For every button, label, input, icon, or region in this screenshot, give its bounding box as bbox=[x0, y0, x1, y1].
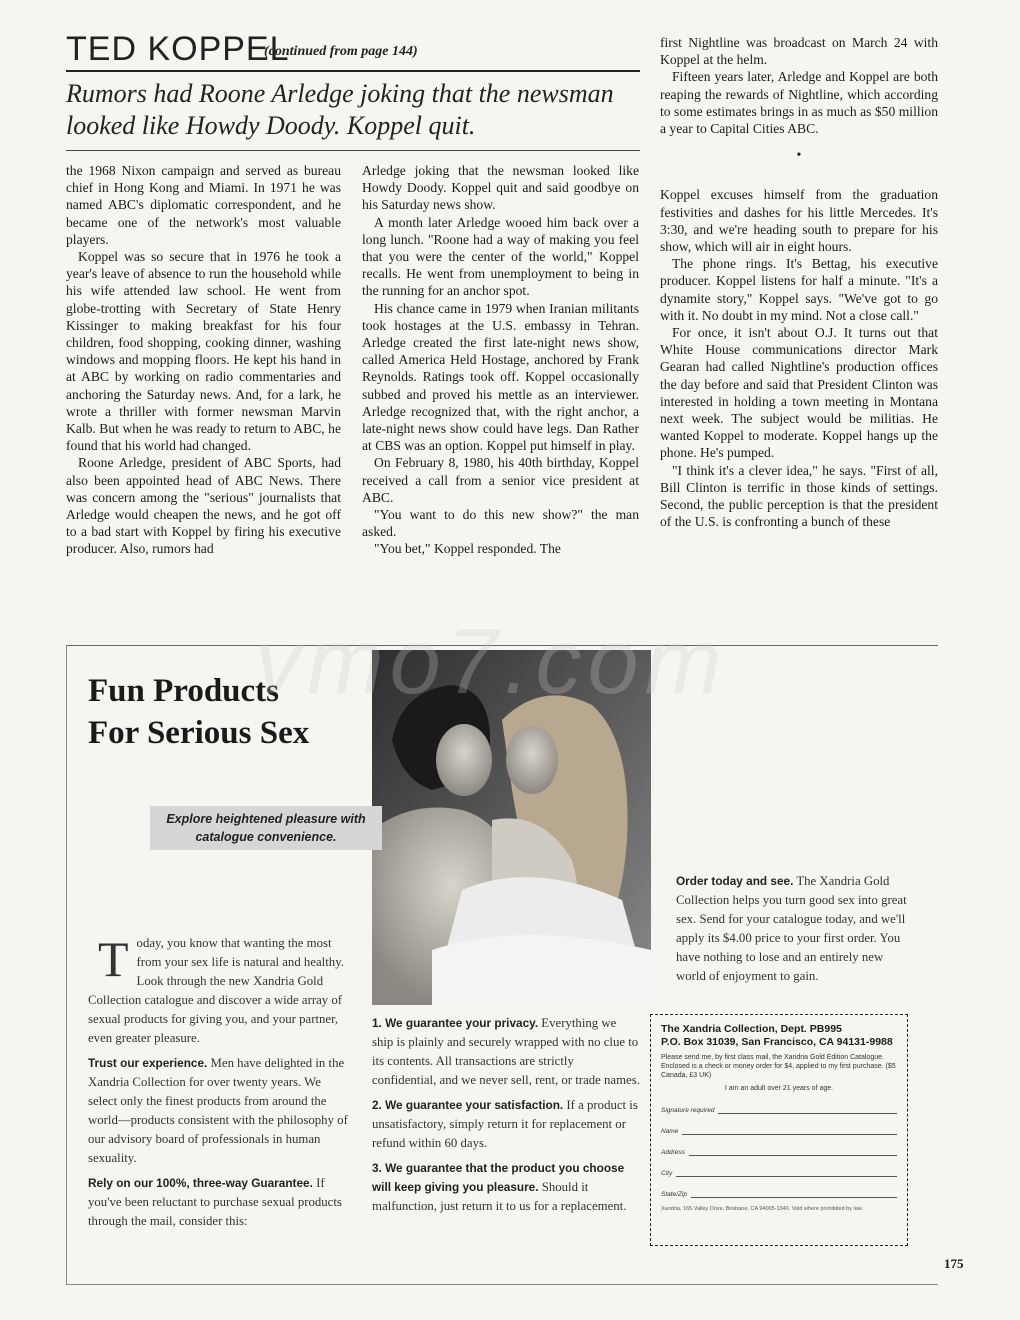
article-column-3 bbox=[660, 34, 938, 530]
paragraph: The phone rings. It's Bettag, his executive producer. Koppel listens for half a minute. "It's a dynamite story," Koppel says. "We've got to go with it. No doubt in my mind. Not a close call." bbox=[660, 256, 938, 323]
state-zip-field[interactable]: State/Zip bbox=[661, 1189, 897, 1198]
article-column-1 bbox=[66, 162, 341, 558]
paragraph: first Nightline was broadcast on March 24 with Koppel at the helm. bbox=[660, 35, 938, 68]
guarantee-1: 1. We guarantee your privacy. Everything we ship is plainly and securely wrapped with no clue to its contents. All transactions are strictly confidential, and we never sell, rent, or trade names. bbox=[372, 1016, 640, 1087]
coupon-footer: Xandria, 165 Valley Drive, Brisbane, CA 94005-1340. Void where prohibited by law. bbox=[661, 1206, 863, 1212]
ad-bottom-rule bbox=[66, 1284, 938, 1285]
paragraph: "You bet," Koppel responded. The bbox=[374, 541, 561, 557]
coupon-body: Please send me, by first class mail, the Xandria Gold Edition Catalogue. Enclosed is a check or money order for $4, applied to my first purchase. ($5 Canada, £3 UK) bbox=[661, 1054, 896, 1079]
paragraph: Arledge joking that the newsman looked like Howdy Doody. Koppel quit and said goodbye on his Saturday news show. bbox=[362, 163, 639, 213]
ad-column-1 bbox=[88, 931, 350, 1237]
order-coupon[interactable] bbox=[650, 1014, 908, 1246]
paragraph: On February 8, 1980, his 40th birthday, Koppel received a call from a senior vice president at ABC. bbox=[362, 455, 639, 505]
ad-headline-line-1: Fun Products bbox=[88, 673, 280, 709]
coupon-adult-note: I am an adult over 21 years of age. bbox=[724, 1085, 834, 1092]
ad-headline-line-2: For Serious Sex bbox=[88, 715, 310, 751]
deck-rule bbox=[66, 150, 640, 151]
pull-quote: Rumors had Roone Arledge joking that the newsman looked like Howdy Doody. Koppel quit. bbox=[66, 79, 614, 140]
ad-column-3 bbox=[676, 872, 912, 986]
ad-column-2 bbox=[372, 1014, 640, 1222]
guarantee-2: 2. We guarantee your satisfaction. If a product is unsatisfactory, simply return it for replacement or refund within 60 days. bbox=[372, 1098, 638, 1150]
watermark: vmo7.com bbox=[255, 611, 728, 713]
coupon-address-line-1: The Xandria Collection, Dept. PB995 bbox=[661, 1023, 842, 1035]
paragraph: the 1968 Nixon campaign and served as bureau chief in Hong Kong and Miami. In 1971 he was named ABC's diplomatic correspondent, and he became one of the network's most valuable players. bbox=[66, 163, 341, 247]
paragraph: For once, it isn't about O.J. It turns out that White House communications director Mark Gearan had called Nightline's production offices the day before and said that President Clinton was interested in holding a town meeting in Montana next week. The subject would be militias. He wanted Koppel to moderate. Koppel hangs up the phone. He's pumped. bbox=[660, 325, 938, 461]
name-field[interactable]: Name bbox=[661, 1126, 897, 1135]
article-column-2 bbox=[362, 162, 639, 558]
city-field[interactable]: City bbox=[661, 1168, 897, 1177]
section-bullet: • bbox=[796, 148, 802, 164]
order-text: Order today and see. The Xandria Gold Collection helps you turn good sex into great sex. Send for your catalogue today, and we'll apply its $4.00 price to your first order. You have nothing to lose and an entirely new world of enjoyment to gain. bbox=[676, 874, 907, 983]
page-number: 175 bbox=[944, 1256, 964, 1271]
drop-cap: T bbox=[98, 931, 129, 987]
paragraph: Fifteen years later, Arledge and Koppel are both reaping the rewards of Nightline, which according to some estimates brings in as much as $50 million a year to Capital Cities ABC. bbox=[660, 69, 938, 137]
paragraph: Koppel was so secure that in 1976 he took a year's leave of absence to run the household while his wife attended law school. He went from globe-trotting with Secretary of State Henry Kissinger to making breakfast for his four children, food shopping, cooking dinner, washing windows and mopping floors. He kept his hand in at ABC by working on radio commentaries and anchoring the Saturday news. And, for a lark, he wrote a thriller with former newsman Marvin Kalb. But when he was ready to return to ABC, he found that his world had changed. bbox=[66, 249, 341, 454]
address-field[interactable]: Address bbox=[661, 1147, 897, 1156]
coupon-address-line-2: P.O. Box 31039, San Francisco, CA 94131-9988 bbox=[661, 1036, 893, 1048]
section-title: TED KOPPEL bbox=[66, 30, 290, 68]
ad-intro: Today, you know that wanting the most from your sex life is natural and healthy. Look through the new Xandria Gold Collection catalogue and discover a wide array of sexual products for giving you, and your partner, even greater pleasure. bbox=[88, 931, 344, 1045]
ad-guarantee: Rely on our 100%, three-way Guarantee. If you've been reluctant to purchase sexual products through the mail, consider this: bbox=[88, 1176, 342, 1228]
paragraph: Koppel excuses himself from the graduation festivities and dashes for his little Mercedes. It's 3:30, and we're heading south to prepare for his show, which will air in eight hours. bbox=[660, 187, 938, 255]
signature-field[interactable]: Signature required bbox=[661, 1105, 897, 1114]
paragraph: "You want to do this new show?" the man asked. bbox=[362, 507, 639, 540]
continued-note: (continued from page 144) bbox=[264, 44, 418, 59]
paragraph: Roone Arledge, president of ABC Sports, had also been appointed head of ABC News. There was concern among the "serious" journalists that Arledge would cheapen the news, and he got off to a bad start with Koppel by firing his executive producer. Also, rumors had bbox=[66, 455, 341, 557]
ad-tagline: Explore heightened pleasure with catalogue convenience. bbox=[150, 806, 382, 850]
header-rule bbox=[66, 70, 640, 72]
paragraph: "I think it's a clever idea," he says. "First of all, Bill Clinton is terrific in those kinds of settings. Second, the public perception is that the president of the U.S. is confronting a bunch of these bbox=[660, 462, 938, 530]
guarantee-3: 3. We guarantee that the product you choose will keep giving you pleasure. Should it malfunction, just return it to us for a replacement. bbox=[372, 1161, 627, 1213]
ad-left-rule bbox=[66, 645, 67, 1285]
paragraph: His chance came in 1979 when Iranian militants took hostages at the U.S. embassy in Tehran. Arledge created the first late-night news show, called America Held Hostage, anchored by Frank Reynolds. Ratings took off. Koppel occasionally subbed and proved his mettle as an interviewer. Arledge recognized that, with the right anchor, a late-night news show could have legs. Dan Rather at CBS was an option. Koppel put himself in play. bbox=[362, 300, 639, 454]
paragraph: A month later Arledge wooed him back over a long lunch. "Roone had a way of making you feel that you were the center of the world," Koppel recalls. He went from unemployment to being in the running for an anchor spot. bbox=[362, 214, 639, 299]
ad-trust: Trust our experience. Men have delighted in the Xandria Collection for over twenty years. We select only the finest products from around the world—products consistent with the philosophy of our advisory board of professionals in human sexuality. bbox=[88, 1056, 348, 1165]
